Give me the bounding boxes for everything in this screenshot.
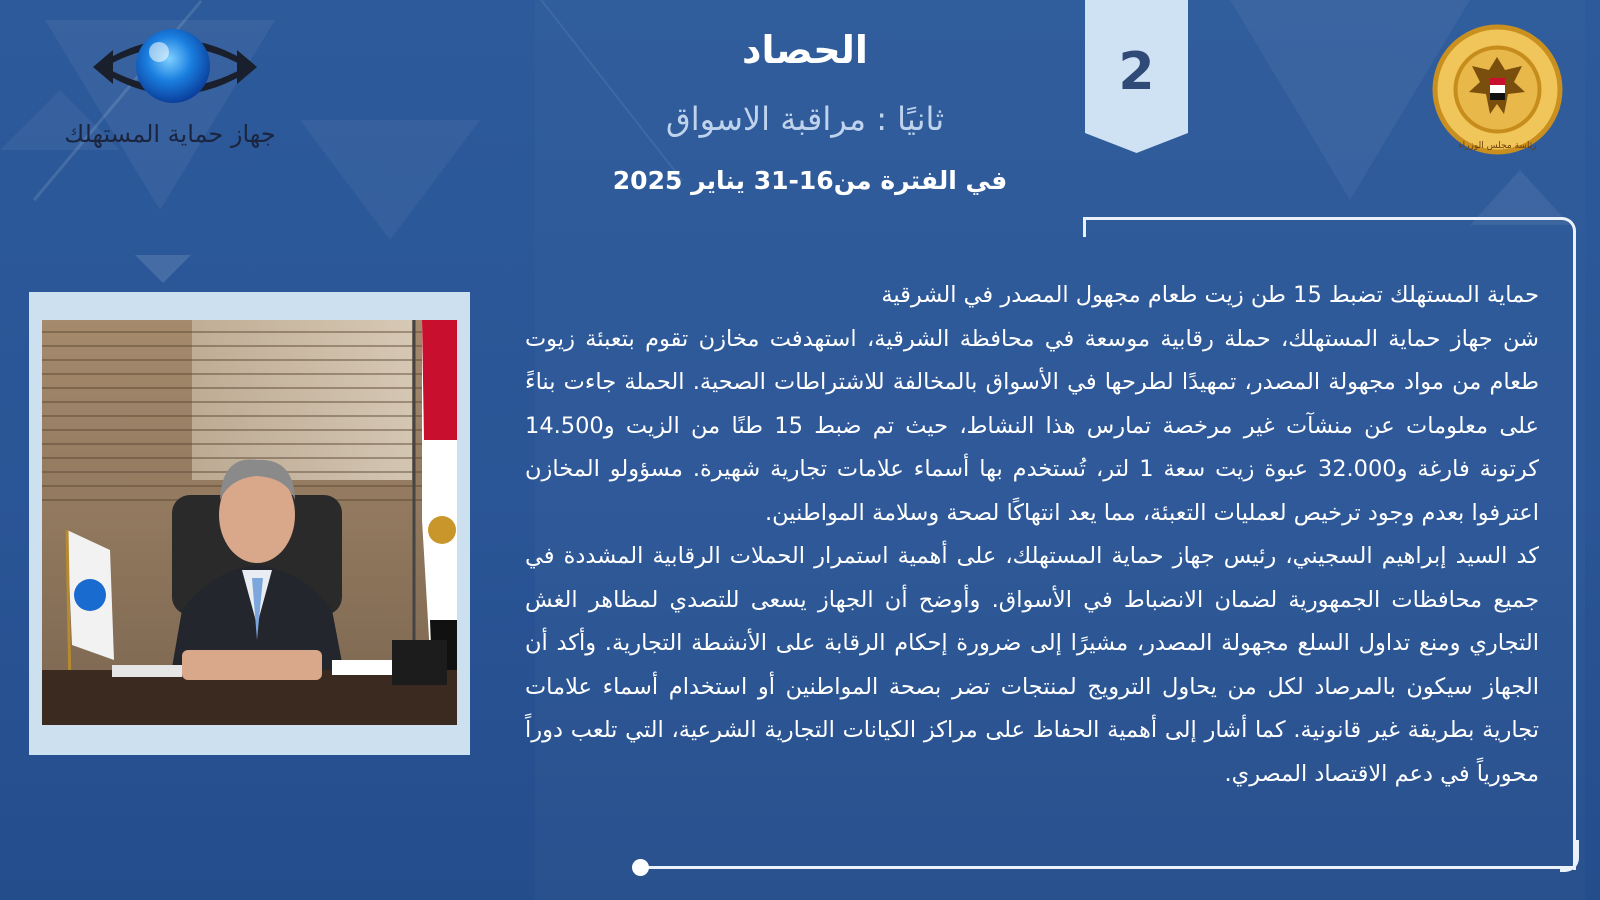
decorative-triangle <box>300 120 480 240</box>
frame-bottom-line <box>640 866 1576 869</box>
official-photo <box>42 320 457 725</box>
decorative-triangle <box>135 255 191 283</box>
article-paragraph: كد السيد إبراهيم السجيني، رئيس جهاز حماية المستهلك، على أهمية استمرار الحملات الرقابية المشددة في جميع محافظات الجمهورية لضمان الانضباط في الأسواق. وأوضح أن الجهاز يسعى للتصدي لمظاهر الغش التجاري ومنع تداول السلع مجهولة المصدر، مشيرًا إلى ضرورة إحكام الرقابة على الأنشطة التجارية. وأكد أن الجهاز سيكون بالمرصاد لكل من يحاول الترويج لمنتجات تضر بصحة المواطنين أو استخدام أسماء علامات تجارية بطريقة غير قانونية. كما أشار إلى أهمية الحفاظ على مراكز الكيانات التجارية الشرعية، التي تلعب دوراً محورياً في دعم الاقتصاد المصري. <box>525 543 1539 787</box>
article-headline: حماية المستهلك تضبط 15 طن زيت طعام مجهول المصدر في الشرقية <box>881 282 1539 308</box>
frame-tick <box>1083 217 1086 237</box>
period-label: في الفترة من16-31 يناير 2025 <box>612 166 1008 195</box>
frame-dot <box>632 859 649 876</box>
article-paragraph: شن جهاز حماية المستهلك، حملة رقابية موسعة في محافظة الشرقية، استهدفت مخازن تقوم بتعبئة زيوت طعام من مواد مجهولة المصدر، تمهيدًا لطرحها في الأسواق بالمخالفة للاشتراطات الصحية. الحملة جاءت بناءً على معلومات عن منشآت غير مرخصة تمارس هذا النشاط، حيث تم ضبط 15 طنًا من الزيت و14.500 كرتونة فارغة و32.000 عبوة زيت سعة 1 لتر، تُستخدم بها أسماء علامات تجارية شهيرة. مسؤولو المخازن اعترفوا بعدم وجود ترخيص لعمليات التعبئة، مما يعد انتهاكًا لصحة وسلامة المواطنين. <box>525 325 1539 526</box>
egypt-eagle-seal <box>1430 22 1565 157</box>
page-subtitle: ثانيًا : مراقبة الاسواق <box>665 100 945 138</box>
logo-text: جهاز حماية المستهلك <box>64 120 276 148</box>
seal-text: رئاسة مجلس الوزراء <box>1458 141 1537 151</box>
section-number: 2 <box>1118 42 1155 102</box>
page-title: الحصاد <box>742 28 868 72</box>
article-body <box>525 274 1539 796</box>
